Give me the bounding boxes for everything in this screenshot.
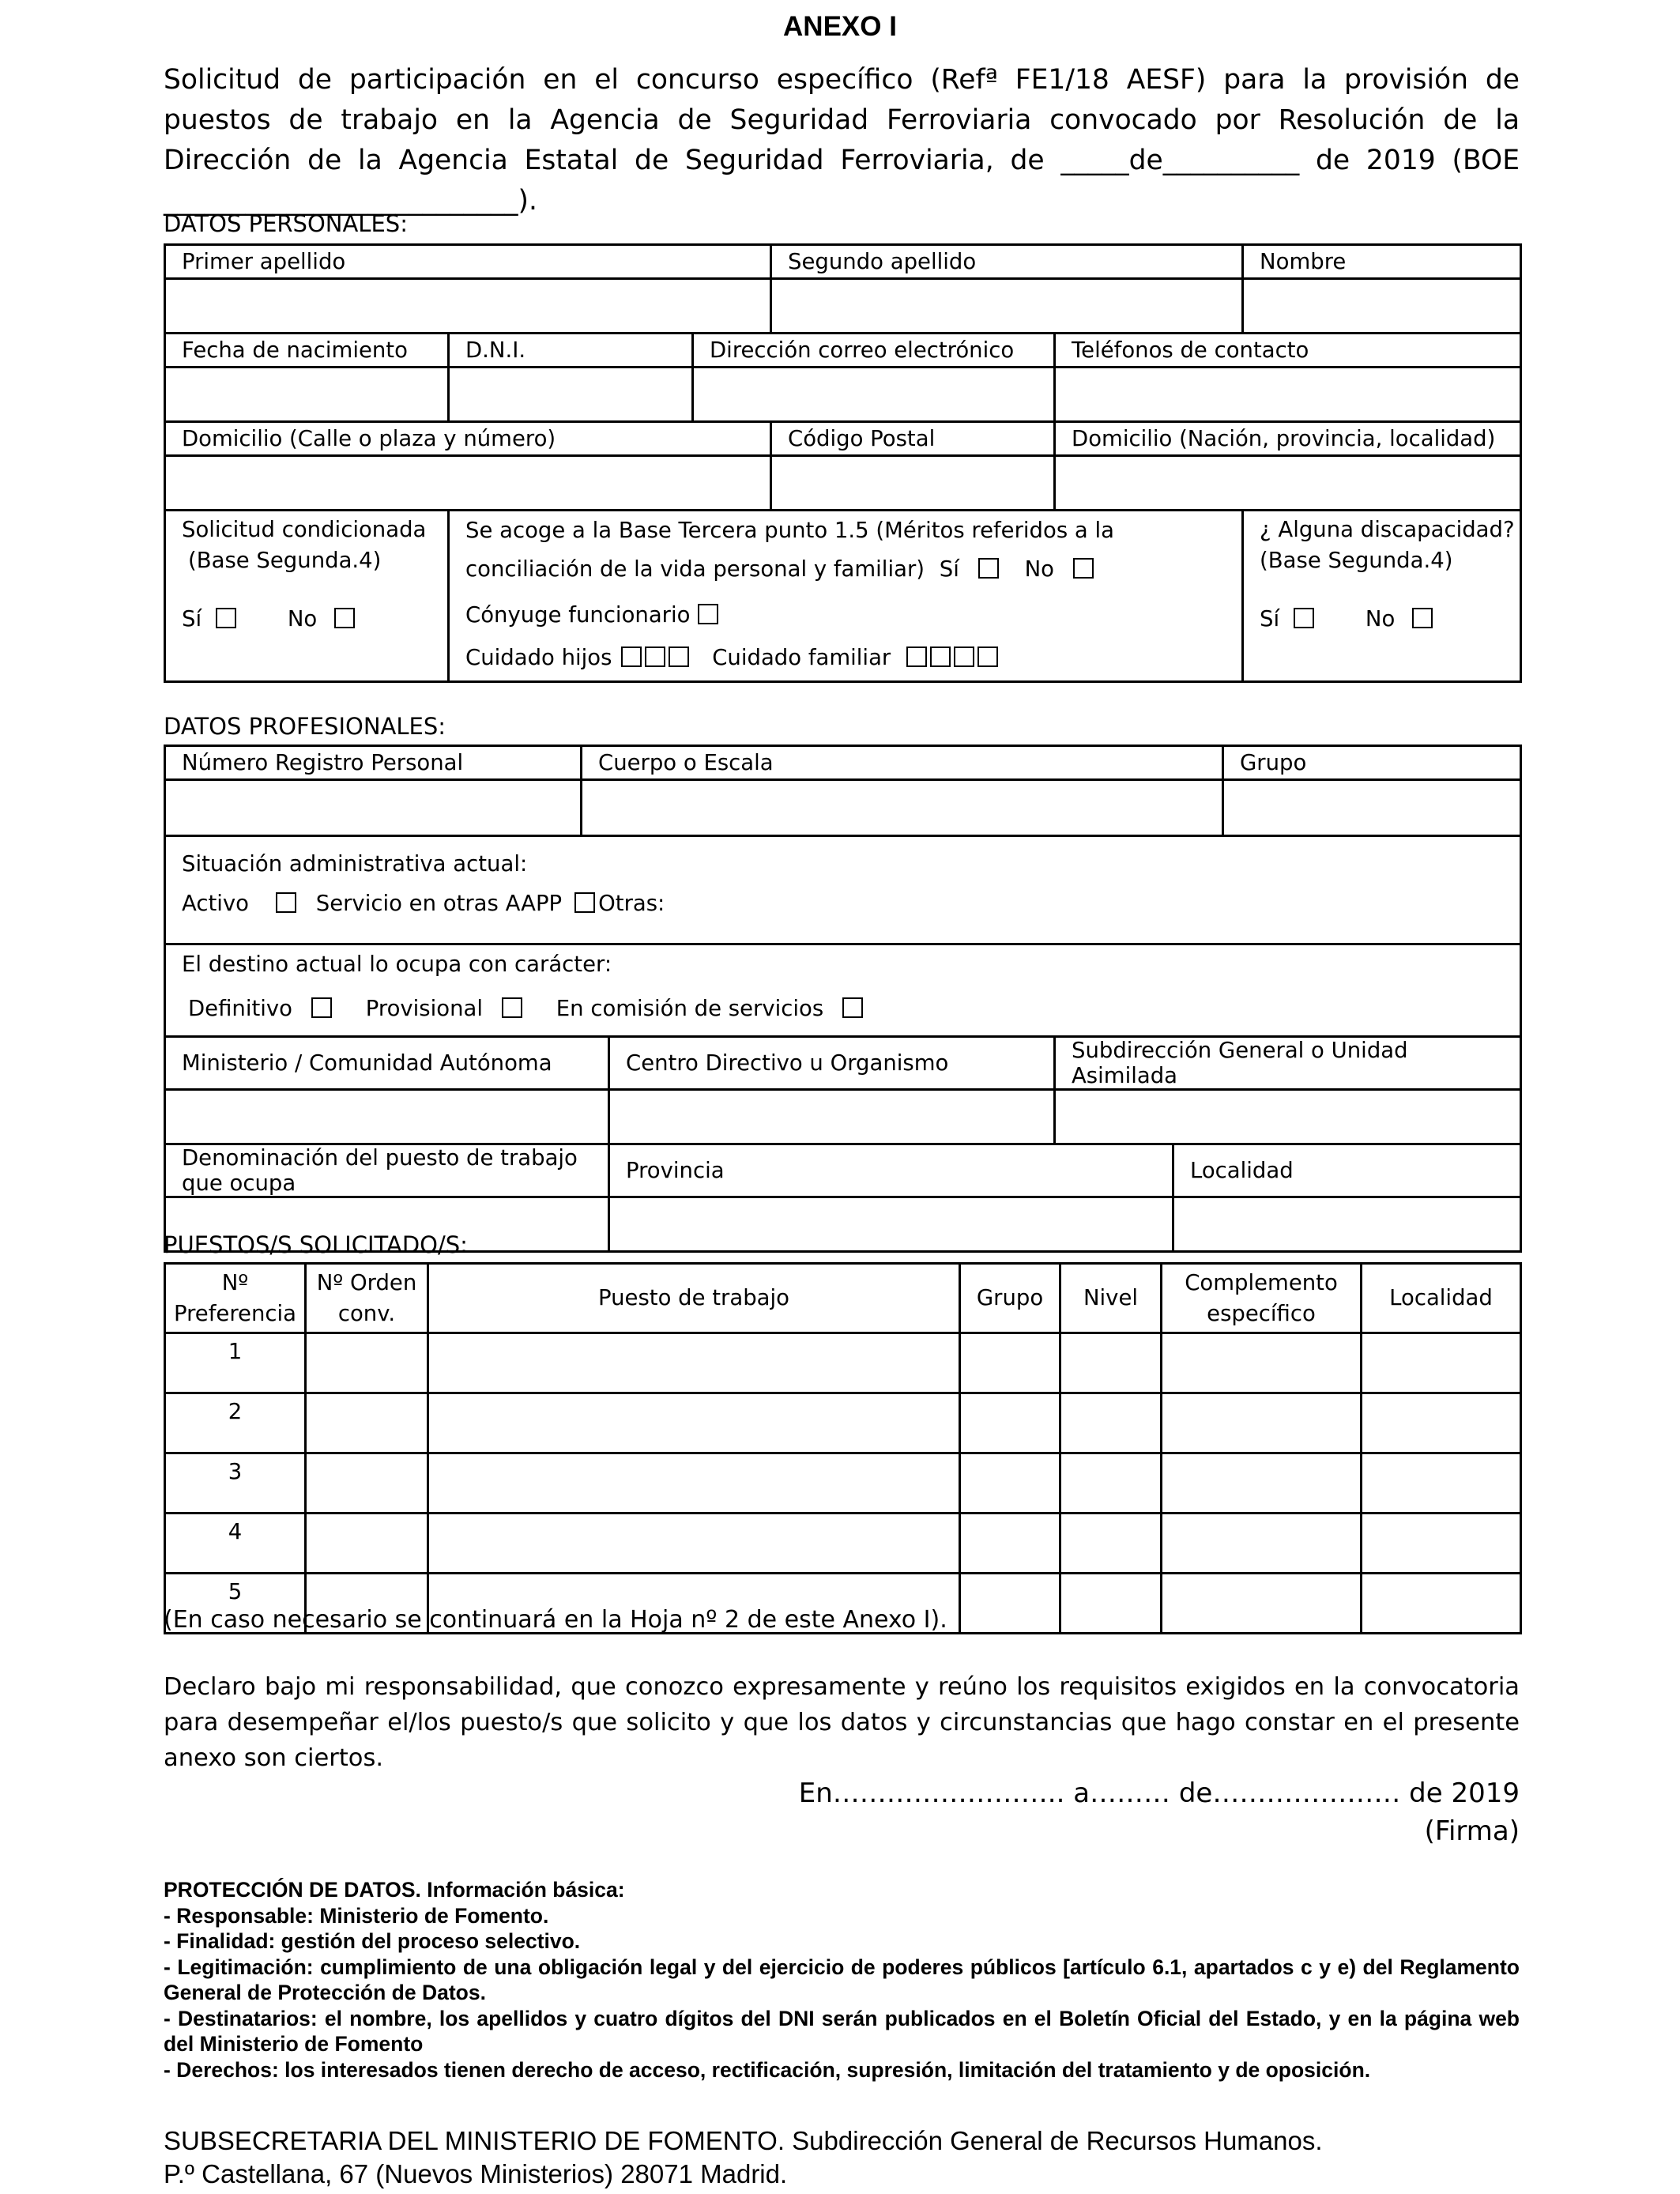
discapacidad-no-label: No — [1365, 606, 1396, 631]
codigo-postal-label: Código Postal — [771, 422, 1055, 456]
nombre-field[interactable] — [1243, 279, 1521, 334]
table-row — [165, 1393, 1521, 1453]
fecha-nacimiento-label: Fecha de nacimiento — [165, 334, 449, 368]
destino-label: El destino actual lo ocupa con carácter: — [182, 952, 612, 977]
row-number: 1 — [165, 1333, 306, 1393]
col-complemento — [1162, 1264, 1362, 1333]
grupo-cell[interactable] — [960, 1514, 1060, 1574]
condicionada-base-label: (Base Segunda.4) — [188, 548, 382, 573]
page-title: ANEXO I — [783, 11, 897, 42]
cuerpo-label: Cuerpo o Escala — [582, 746, 1223, 780]
discapacidad-cell — [1243, 511, 1521, 682]
localidad-cell[interactable] — [1362, 1453, 1521, 1514]
localidad-cell[interactable] — [1362, 1393, 1521, 1453]
base-tercera-si-checkbox[interactable] — [978, 558, 999, 579]
comision-checkbox[interactable] — [842, 997, 863, 1018]
nivel-cell[interactable] — [1060, 1514, 1162, 1574]
cuidado-familiar-checkbox-1[interactable] — [906, 647, 927, 667]
otras-label: Otras: — [598, 891, 665, 916]
row-number: 4 — [165, 1514, 306, 1574]
provincia-label: Provincia — [609, 1144, 1173, 1197]
localidad-cell[interactable] — [1362, 1333, 1521, 1393]
localidad-label: Localidad — [1173, 1144, 1521, 1197]
grupo-label — [1223, 746, 1521, 780]
discapacidad-no-checkbox[interactable] — [1412, 608, 1433, 628]
discapacidad-base-label: (Base Segunda.4) — [1260, 548, 1453, 573]
puestos-header-row — [165, 1264, 1521, 1333]
activo-label: Activo — [182, 891, 249, 916]
discapacidad-si-checkbox[interactable] — [1294, 608, 1314, 628]
definitivo-checkbox[interactable] — [311, 997, 332, 1018]
situacion-cell — [165, 836, 1521, 944]
base-tercera-label: Se acoge a la Base Tercera punto 1.5 (Méritos referidos a la — [465, 518, 1114, 543]
base-tercera-no-checkbox[interactable] — [1073, 558, 1094, 579]
table-row — [165, 1333, 1521, 1393]
signature-label: (Firma) — [1424, 1815, 1520, 1847]
solicitud-condicionada-cell — [165, 511, 449, 682]
data-protection-block — [164, 1877, 1520, 2083]
puesto-cell[interactable] — [428, 1453, 960, 1514]
nrp-label: Número Registro Personal — [165, 746, 582, 780]
grupo-cell[interactable] — [960, 1333, 1060, 1393]
primer-apellido-label: Primer apellido — [165, 245, 771, 279]
cuerpo-field[interactable] — [582, 780, 1223, 836]
provincia-field[interactable] — [609, 1197, 1173, 1252]
cuidado-hijos-checkbox-2[interactable] — [645, 647, 665, 667]
centro-label: Centro Directivo u Organismo — [609, 1037, 1055, 1090]
base-tercera-si-label: Sí — [939, 556, 959, 582]
row-number: 2 — [165, 1393, 306, 1453]
discapacidad-label: ¿ Alguna discapacidad? — [1260, 517, 1515, 542]
fecha-nacimiento-field[interactable] — [165, 368, 449, 422]
condicionada-no-checkbox[interactable] — [334, 608, 355, 628]
subdireccion-field[interactable] — [1055, 1090, 1521, 1144]
telefonos-field[interactable] — [1055, 368, 1521, 422]
data-protection-item: - Destinatarios: el nombre, los apellidos y cuatro dígitos del DNI serán publicados en el Boletín Oficial del Estado, y en la página web del Ministerio de Fomento — [164, 2006, 1520, 2056]
intro-paragraph: Solicitud de participación en el concurso específico (Refª FE1/18 AESF) para la provisión de puestos de trabajo en la Agencia de Seguridad Ferroviaria convocado por Resolución de la Dirección de la Agencia Estatal de Seguridad Ferroviaria, de _____de__________ de 2019 (BOE __________________________). — [164, 64, 1520, 217]
correo-field[interactable] — [693, 368, 1055, 422]
conyuge-label: Cónyuge funcionario — [465, 602, 691, 628]
codigo-postal-field[interactable] — [771, 456, 1055, 511]
orden-cell[interactable] — [306, 1393, 428, 1453]
puesto-cell[interactable] — [428, 1514, 960, 1574]
row-number: 3 — [165, 1453, 306, 1514]
orden-cell[interactable] — [306, 1453, 428, 1514]
col-orden — [306, 1264, 428, 1333]
grupo-field[interactable] — [1223, 780, 1521, 836]
cuidado-familiar-label: Cuidado familiar — [712, 645, 891, 670]
grupo-cell[interactable] — [960, 1393, 1060, 1453]
provisional-label: Provisional — [365, 996, 484, 1021]
place-date-line: En…………………….. a……… de………………… de 2019 — [798, 1777, 1520, 1809]
dni-label: D.N.I. — [449, 334, 693, 368]
cuidado-familiar-checkbox-3[interactable] — [954, 647, 974, 667]
footer-line-1: SUBSECRETARIA DEL MINISTERIO DE FOMENTO. Subdirección General de Recursos Humanos. — [164, 2126, 1323, 2155]
puesto-cell[interactable] — [428, 1393, 960, 1453]
domicilio-nacion-label: Domicilio (Nación, provincia, localidad) — [1055, 422, 1521, 456]
segundo-apellido-field[interactable] — [771, 279, 1243, 334]
comision-label: En comisión de servicios — [556, 996, 824, 1021]
nivel-cell[interactable] — [1060, 1453, 1162, 1514]
data-protection-heading: PROTECCIÓN DE DATOS. Información básica: — [164, 1878, 625, 1902]
localidad-cell[interactable] — [1362, 1514, 1521, 1574]
orden-cell[interactable] — [306, 1514, 428, 1574]
continuation-note: (En caso necesario se continuará en la Hoja nº 2 de este Anexo I). — [164, 1606, 947, 1634]
col-preferencia-line1: Nº — [221, 1269, 249, 1295]
table-row — [165, 1514, 1521, 1574]
complemento-cell[interactable] — [1162, 1453, 1362, 1514]
provisional-checkbox[interactable] — [502, 997, 522, 1018]
col-nivel: Nivel — [1060, 1264, 1162, 1333]
footer — [164, 2124, 1323, 2191]
domicilio-calle-label: Domicilio (Calle o plaza y número) — [165, 422, 771, 456]
discapacidad-si-label: Sí — [1260, 606, 1280, 631]
conyuge-checkbox[interactable] — [698, 604, 718, 624]
col-localidad: Localidad — [1362, 1264, 1521, 1333]
footer-line-2: P.º Castellana, 67 (Nuevos Ministerios) 28071 Madrid. — [164, 2159, 788, 2188]
puesto-cell[interactable] — [428, 1333, 960, 1393]
segundo-apellido-label: Segundo apellido — [771, 245, 1243, 279]
col-preferencia-line2: Preferencia — [174, 1300, 296, 1326]
puestos-heading: PUESTOS/S SOLICITADO/S: — [164, 1231, 468, 1258]
col-grupo: Grupo — [960, 1264, 1060, 1333]
cuidado-familiar-checkbox-4[interactable] — [977, 647, 998, 667]
domicilio-calle-field[interactable] — [165, 456, 771, 511]
condicionada-label: Solicitud condicionada — [182, 517, 427, 542]
servicio-otras-checkbox[interactable] — [574, 892, 595, 913]
correo-label: Dirección correo electrónico — [693, 334, 1055, 368]
cuidado-hijos-label: Cuidado hijos — [465, 645, 612, 670]
declaration-paragraph: Declaro bajo mi responsabilidad, que conozco expresamente y reúno los requisitos exigidos en la convocatoria para desempeñar el/los puesto/s que solicito y que los datos y circunstancias que hago constar en el presente anexo son ciertos. — [164, 1673, 1520, 1772]
subdireccion-label: Subdirección General o Unidad Asimilada — [1055, 1037, 1521, 1090]
centro-field[interactable] — [609, 1090, 1055, 1144]
profesional-heading: DATOS PROFESIONALES: — [164, 713, 446, 740]
primer-apellido-field[interactable] — [165, 279, 771, 334]
nombre-label: Nombre — [1243, 245, 1521, 279]
row-number: 5 — [165, 1574, 306, 1634]
puestos-table — [164, 1262, 1522, 1634]
data-protection-item: - Legitimación: cumplimiento de una obligación legal y del ejercicio de poderes públicos [artículo 6.1, apartados c y e) del Reglamento General de Protección de Datos. — [164, 1955, 1520, 2004]
dni-field[interactable] — [449, 368, 693, 422]
condicionada-si-label: Sí — [182, 606, 202, 631]
situacion-label: Situación administrativa actual: — [182, 851, 528, 876]
col-orden-line1: Nº Orden — [316, 1269, 417, 1295]
nivel-cell[interactable] — [1060, 1393, 1162, 1453]
personal-heading: DATOS PERSONALES: — [164, 210, 408, 237]
grupo-cell[interactable] — [960, 1453, 1060, 1514]
telefonos-label: Teléfonos de contacto — [1055, 334, 1521, 368]
profesional-table — [164, 745, 1522, 1253]
base-tercera-label-2: conciliación de la vida personal y familiar) — [465, 556, 925, 582]
complemento-cell[interactable] — [1162, 1333, 1362, 1393]
complemento-cell[interactable] — [1162, 1393, 1362, 1453]
denominacion-label: Denominación del puesto de trabajo que ocupa — [165, 1144, 609, 1197]
nivel-cell[interactable] — [1060, 1333, 1162, 1393]
col-puesto: Puesto de trabajo — [428, 1264, 960, 1333]
cuidado-hijos-checkbox-1[interactable] — [621, 647, 642, 667]
servicio-otras-label: Servicio en otras AAPP — [315, 891, 563, 916]
nrp-field[interactable] — [165, 780, 582, 836]
complemento-cell[interactable] — [1162, 1514, 1362, 1574]
destino-cell — [165, 944, 1521, 1037]
localidad-field[interactable] — [1173, 1197, 1521, 1252]
data-protection-item: - Finalidad: gestión del proceso selectivo. — [164, 1929, 581, 1953]
col-orden-line2: conv. — [337, 1300, 396, 1326]
personal-table — [164, 243, 1522, 683]
grupo-label-text: Grupo — [1240, 750, 1307, 775]
ministerio-label: Ministerio / Comunidad Autónoma — [165, 1037, 609, 1090]
col-complemento-line1: Complemento — [1185, 1269, 1338, 1295]
ministerio-field[interactable] — [165, 1090, 609, 1144]
base-tercera-no-label: No — [1024, 556, 1054, 582]
condicionada-si-checkbox[interactable] — [216, 608, 236, 628]
data-protection-item: - Derechos: los interesados tienen derecho de acceso, rectificación, supresión, limitación del tratamiento y de oposición. — [164, 2057, 1371, 2082]
definitivo-label: Definitivo — [188, 996, 293, 1021]
domicilio-nacion-field[interactable] — [1055, 456, 1521, 511]
col-complemento-line2: específico — [1207, 1300, 1316, 1326]
activo-checkbox[interactable] — [276, 892, 296, 913]
condicionada-no-label: No — [287, 606, 318, 631]
table-row — [165, 1453, 1521, 1514]
data-protection-item: - Responsable: Ministerio de Fomento. — [164, 1903, 549, 1928]
cuidado-familiar-checkbox-2[interactable] — [930, 647, 951, 667]
base-tercera-cell — [449, 511, 1243, 682]
signature-block — [799, 1774, 1520, 1850]
orden-cell[interactable] — [306, 1333, 428, 1393]
col-preferencia — [165, 1264, 306, 1333]
cuidado-hijos-checkbox-3[interactable] — [669, 647, 689, 667]
